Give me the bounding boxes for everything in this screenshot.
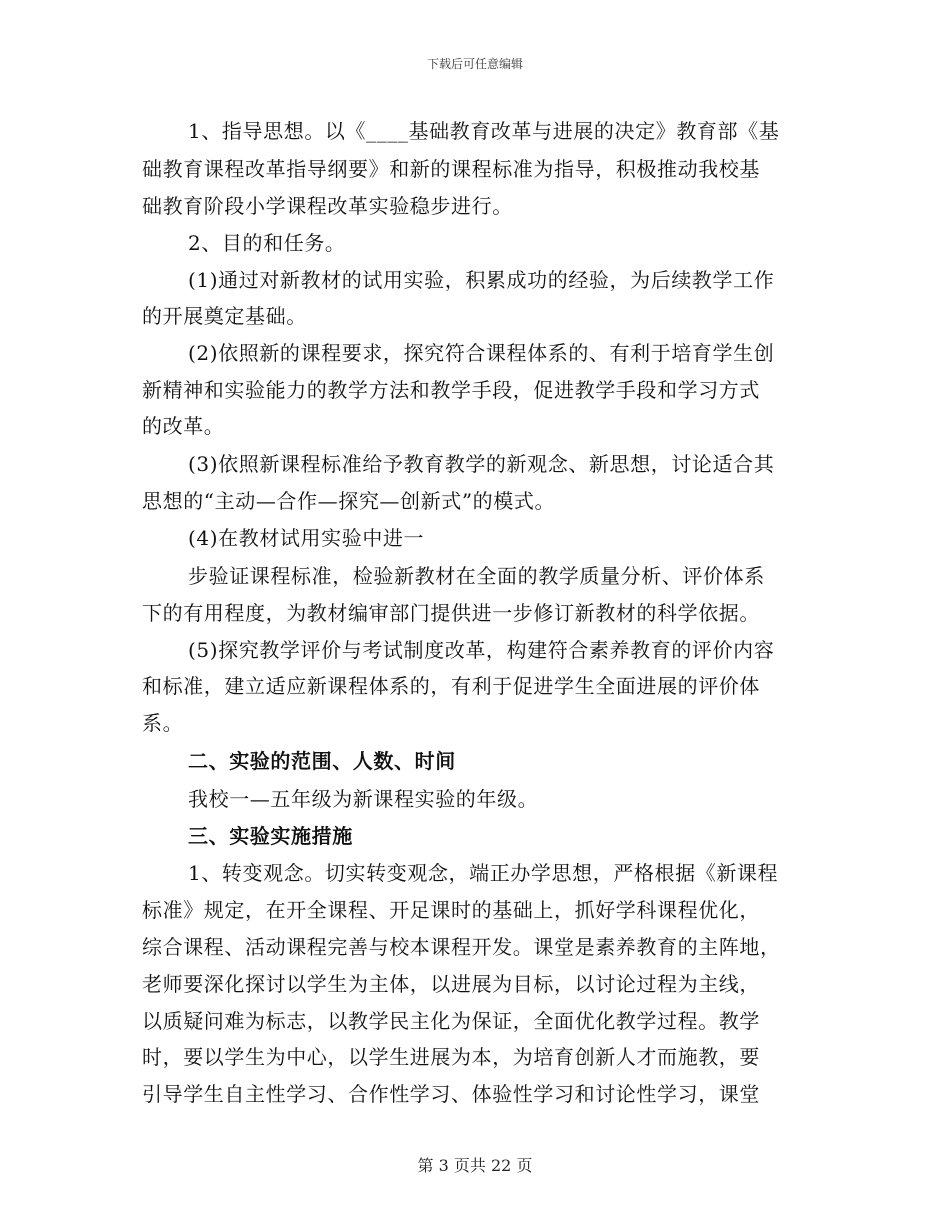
page-footer: 第 3 页共 22 页	[417, 1156, 533, 1175]
paragraph-line: 引导学生自主性学习、合作性学习、体验性学习和讨论性学习，课堂	[142, 1082, 760, 1106]
section-heading: 三、实验实施措施	[188, 824, 353, 848]
paragraph-line: (5)探究教学评价与考试制度改革，构建符合素养教育的评价内容	[188, 638, 775, 662]
paragraph-line: 标准》规定，在开全课程、开足课时的基础上，抓好学科课程优化，	[142, 898, 760, 922]
paragraph-line: 1、指导思想。以《____基础教育改革与进展的决定》教育部《基	[188, 119, 780, 143]
paragraph-line: 老师要深化探讨以学生为主体，以进展为目标，以讨论过程为主线，	[142, 972, 760, 996]
paragraph-line: 的改革。	[142, 414, 225, 438]
paragraph-line: 和标准，建立适应新课程体系的，有利于促进学生全面进展的评价体	[142, 674, 760, 698]
paragraph-line: 下的有用程度，为教材编审部门提供进一步修订新教材的科学依据。	[142, 601, 760, 625]
paragraph-line: 础教育课程改革指导纲要》和新的课程标准为指导，积极推动我校基	[142, 157, 760, 181]
paragraph-line: 以质疑问难为标志，以教学民主化为保证，全面优化教学过程。教学	[142, 1009, 760, 1033]
paragraph-line: (1)通过对新教材的试用实验，积累成功的经验，为后续教学工作	[188, 268, 775, 292]
paragraph-line: 我校一—五年级为新课程实验的年级。	[188, 787, 539, 811]
paragraph-line: 时，要以学生为中心，以学生进展为本，为培育创新人才而施教，要	[142, 1045, 760, 1069]
paragraph-line: 2、目的和任务。	[188, 231, 346, 255]
paragraph-line: 1、转变观念。切实转变观念，端正办学思想，严格根据《新课程	[188, 861, 779, 885]
paragraph-line: (4)在教材试用实验中进一	[188, 526, 425, 550]
paragraph-line: 系。	[142, 711, 184, 735]
paragraph-line: 的开展奠定基础。	[142, 304, 307, 328]
paragraph-line: 综合课程、活动课程完善与校本课程开发。课堂是素养教育的主阵地，	[142, 935, 781, 959]
paragraph-line: (2)依照新的课程要求，探究符合课程体系的、有利于培育学生创	[188, 341, 775, 365]
paragraph-line: 础教育阶段小学课程改革实验稳步进行。	[142, 194, 513, 218]
paragraph-line: 新精神和实验能力的教学方法和教学手段，促进教学手段和学习方式	[142, 378, 760, 402]
paragraph-line: (3)依照新课程标准给予教育教学的新观念、新思想，讨论适合其	[188, 452, 775, 476]
paragraph-line: 思想的“主动—合作—探究—创新式”的模式。	[142, 489, 556, 513]
page-header: 下载后可任意编辑	[426, 57, 523, 71]
paragraph-line: 步验证课程标准，检验新教材在全面的教学质量分析、评价体系	[188, 564, 765, 588]
section-heading: 二、实验的范围、人数、时间	[188, 749, 456, 773]
